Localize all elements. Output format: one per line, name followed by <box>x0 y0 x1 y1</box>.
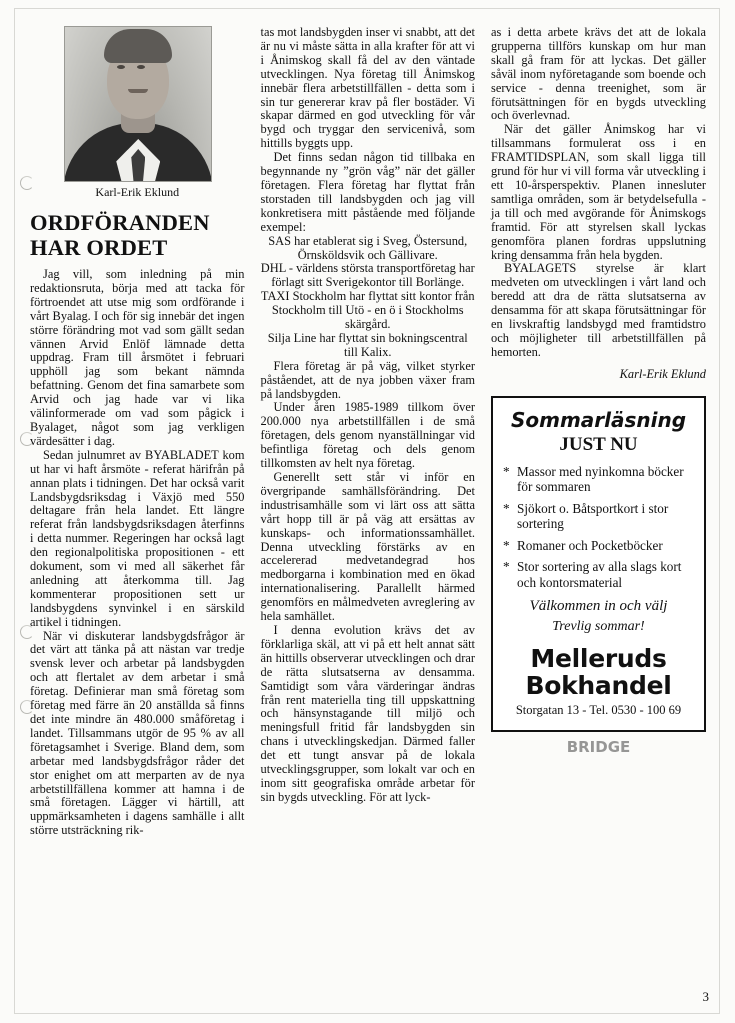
author-photo-wrap <box>64 26 210 182</box>
paragraph: as i detta arbete krävs det att de lokala grupperna tillförs kunskap om hur man skall gå fram för att lyckas. Det gäller såväl inom nyföretagande som boende och service - denna treenighet, som är förutsättningen för en bygds utveckling och överlevnad. <box>491 25 706 123</box>
column-left <box>30 26 245 986</box>
star-bullet-icon: * <box>503 559 510 575</box>
ad-bullet-item <box>503 559 694 590</box>
ad-shop-name-line-2: Bokhandel <box>525 671 672 701</box>
column-middle <box>261 26 476 986</box>
ad-title: Sommarläsning <box>510 407 687 432</box>
advertisement <box>491 396 706 733</box>
ad-footer-strip: BRIDGE <box>566 738 631 755</box>
paragraph: Det finns sedan någon tid tillbaka en begynnande ny ”grön våg” när det gäller företagen. Flera företag har flyttat från storstaden till landsbygden och jag vill konkretisera mitt påstående med följande exempel: <box>260 150 475 234</box>
ad-bullet-item <box>503 501 694 532</box>
ad-bullet-item <box>503 464 694 495</box>
ad-subtitle: JUST NU <box>559 433 638 455</box>
ad-bullet-text: Stor sortering av alla slags kort och kontorsmaterial <box>517 559 682 590</box>
paragraph: I denna evolution krävs det av förklarliga skäl, att vi på ett helt annat sätt än hittills observerar utvecklingen och drar de rätta slutsatserna av densamma. Samtidigt som våra värderingar ändras från rent materiella ting till uppskattning och hänsynstagande till miljö och meningsfull fritid får landsbygden sin chans i utvecklingskedjan. Därmed faller det ett tungt ansvar på de lokala utvecklingsgrupper, som lokalt var och en inom sitt geografiska område arbetar för sin bygds utveckling. För att lyck- <box>260 622 475 804</box>
star-bullet-icon: * <box>503 463 510 479</box>
paragraph: BYALAGETS styrelse är klart medveten om utvecklingen i vårt land och beredd att dra de rätta slutsatserna av densamma för att skapa förutsättningar för en livskraftig landsbygd med framtidstro och möjligheter till arbetstillfällen på hemorten. <box>491 261 706 359</box>
article-headline <box>30 210 245 260</box>
star-bullet-icon: * <box>503 500 510 516</box>
ad-shop-name-line-1: Melleruds <box>530 644 667 674</box>
ad-bullet-text: Romaner och Pocketböcker <box>517 537 663 553</box>
ad-bullet-item <box>503 538 694 554</box>
paragraph: Under åren 1985-1989 tillkom över 200.000 nya arbetstillfällen i de små företagen, dels genom nyanställningar vid befintliga företag och dels genom tillkomsten av helt nya företag. <box>260 400 475 471</box>
author-signature: Karl-Erik Eklund <box>619 366 706 381</box>
ad-greeting-text: Trevlig sommar! <box>552 619 645 635</box>
photo-hair <box>104 29 172 63</box>
ad-welcome-text: Välkommen in och välj <box>529 598 668 615</box>
ad-bullet-list <box>503 464 694 591</box>
page-number: 3 <box>702 989 709 1004</box>
ad-address: Storgatan 13 - Tel. 0530 - 100 69 <box>515 703 682 718</box>
paragraph: tas mot landsbygden inser vi snabbt, att det är nu vi måste sätta in alla krafter för att vi i Ånimskog skall få del av den väntade utvecklingen. Nya företag till Ånimskog innebär flera arbetstillfällen - detta som i sin tur genererar krav på fler bostäder. Vi skapar därmed en god utveckling för vår bygd och tryggar den servicenivå, som hittills byggts upp. <box>260 25 475 151</box>
example-item: DHL - världens största transportföretag har förlagt sitt Sverigekontor till Borlänge. <box>260 261 475 290</box>
ad-bullet-text: Massor med nyinkomna böcker för sommaren <box>517 463 684 495</box>
headline-line-2: HAR ORDET <box>30 235 168 260</box>
photo-caption: Karl-Erik Eklund <box>95 185 180 199</box>
paragraph: När vi diskuterar landsbygdsfrågor är det värt att tänka på att nästan var tredje svensk lever och arbetar på landsbygden och att flertalet av dem arbetar i små företag. Definierar man små företag som företag med färre än 20 anställda så finns det inte mindre än 480.000 småföretag i landet. Tillsammans utgör de 95 % av all företagsamhet i Sverige. Bland dem, som arbetar med landsbygdsfrågor råder det stor enighet om att merparten av de nya arbetstillfällena kommer att hamna i de små företagen. Lägger vi härtill, att uppmärksamheten i dagens samhälle i allt större utsträckning rik- <box>30 628 245 838</box>
article-columns <box>30 26 706 986</box>
photo-mouth <box>128 89 148 93</box>
headline-line-1: ORDFÖRANDEN <box>30 210 210 235</box>
column-right <box>491 26 706 986</box>
example-item: TAXI Stockholm har flyttat sitt kontor från Stockholm till Utö - en ö i Stockholms skärgård. <box>260 289 475 332</box>
ad-bullet-text: Sjökort o. Båtsportkort i stor sortering <box>517 500 669 532</box>
example-item: SAS har etablerat sig i Sveg, Östersund, Örnsköldsvik och Gällivare. <box>268 233 468 262</box>
star-bullet-icon: * <box>503 537 510 553</box>
paragraph: Sedan julnumret av BYABLADET kom ut har vi haft årsmöte - referat härifrån på annan plats i tidningen. Det har också varit Landsbygdsriksdag i Växjö med 550 deltagare från hela landet. Ett längre referat från landsbygdsriksdagen återfinns i detta nummer. Regeringen har också lagt den regionalpolitiska propositionen - ett dokument, som vi med all säkerhet får anledning att återkomma till. Jag kommenterar propositionen sett ur landsbygdens synvinkel i en särskild artikel i tidningen. <box>30 447 245 629</box>
author-portrait-photo <box>64 26 212 182</box>
example-item: Silja Line har flyttat sin bokningscentral till Kalix. <box>267 330 468 359</box>
paragraph: När det gäller Ånimskog har vi tillsammans formulerat oss i en FRAMTIDSPLAN, som skall ligga till grund för hur vi vill forma vår utveckling i ett 10-årsperspektiv. Planen innesluter samtliga områden, som är betydelsefulla - ja till och med avgörande för Ånimskogs framtid. För att styrelsen skall lyckas genomföra planen fordras uppslutning kring densamma från hela bygden. <box>491 122 706 262</box>
paragraph: Flera företag är på väg, vilket styrker påståendet, att de nya jobben växer fram på landsbygden. <box>260 358 475 401</box>
paragraph: Generellt sett står vi inför en övergripande samhällsförändring. Det industrisamhälle som vi lärt oss att sätta vårt hopp till är på väg att ersättas av kunskaps- och informationssamhället. Denna utveckling förstärks av en accelererad medvetandegrad hos medborgarna i kombination med en ökad internationalisering. Parallellt härmed genomförs en målmedveten avreglering av hela samhället. <box>260 470 475 624</box>
paragraph: Jag vill, som inledning på min redaktionsruta, börja med att tacka för förtroendet att utse mig som ordförande i vårt Byalag. I och för sig innebär det ingen större förändring mot vad som gällt sedan vännen Arvid Enlöf lämnade detta uppdrag. Fram till årsmötet i februari upphöll jag som bekant nämnda befattning. Genom det fina samarbete som Arvid och jag hade var vi lika välinformerade om vad som pågick i Byalaget, något som jag verkligen värdesätter i dag. <box>30 267 245 448</box>
